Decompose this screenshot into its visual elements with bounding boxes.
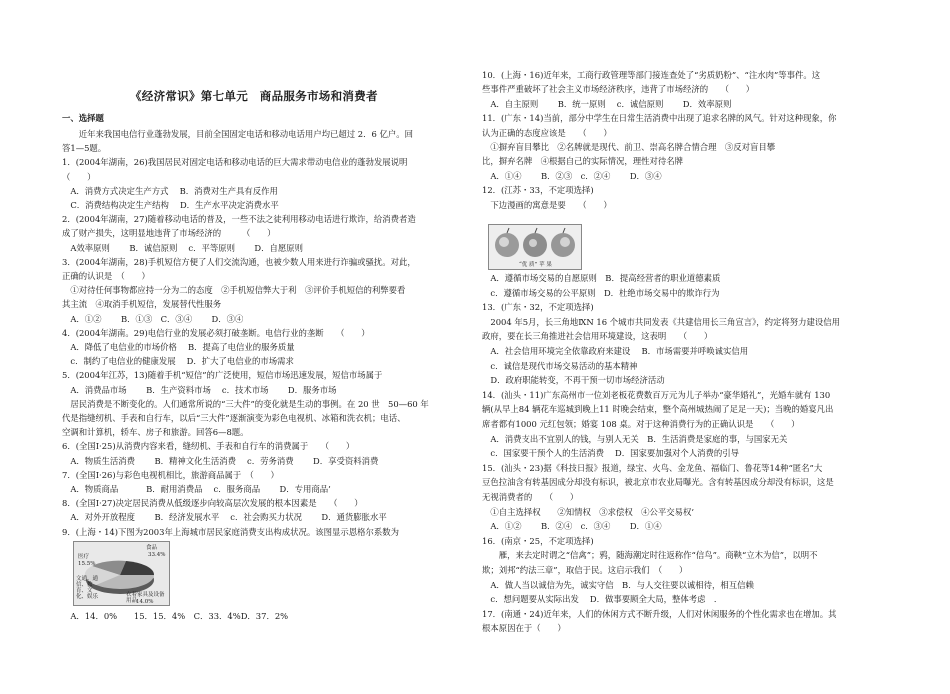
text-line: 10．(上海・16)近年来，工商行政管理等部门接连查处了“劣质奶粉”、“注水肉”等事件。这	[482, 70, 821, 80]
text-line: A．物质商品 B．耐用消费品 c．服务商品 D．专用商品’	[62, 484, 331, 494]
document-title: 《经济常识》第七单元 商品服务市场和消费者	[130, 89, 378, 103]
text-line: 成了财产损失，这明显地违背了市场经济的 （ ）	[62, 228, 276, 239]
text-line: c．制约了电信业的健康发展 D．扩大了电信业的市场需求	[62, 356, 294, 367]
text-line: 根本原因在于（ ）	[482, 623, 566, 634]
text-line: A．遵循市场交易的自愿原则 B．提高经营者的职业道德素质	[482, 273, 721, 283]
text-line: 欺；刘邦“约法三章”，取信于民。这启示我们 （ ）	[482, 565, 688, 575]
fig-label-medical: 医疗	[78, 554, 90, 560]
section-heading: 一、选择题	[62, 113, 104, 123]
fig-label-clothing: 衣着家具及设备用品	[126, 592, 165, 604]
text-line: A．①④ B．②③ c．②④ D．③④	[482, 170, 662, 181]
text-line: A．①② B．①③ C．③④ D．③④	[62, 313, 244, 324]
text-line: C．消费结构决定生产结构 D．生产水平决定消费水平	[62, 200, 279, 210]
text-line: 16．(南京・25，不定项选择)	[482, 535, 594, 546]
text-line: 认为正确的态度应该是 （ ）	[482, 127, 612, 138]
text-line: 5．(2004年江苏，13)随着手机“短信”的广泛使用，短信市场迅速发展，短信市场属于	[62, 370, 383, 381]
text-line: c．国家要干预个人的生活消费 D．国家要加强对个人消费的引导	[482, 448, 739, 459]
text-line: 1．(2004年湖南，26)我国居民对固定电话和移动电话的巨大需求带动电信业的蓬勃发展说明	[62, 157, 408, 168]
text-line: 2004 年5月，长三角地ⅨN 16 个城市共同发表《共建信用长三角宣言》，约定将努力建设信用	[482, 316, 840, 327]
text-line: A．消费方式决定生产方式 B．消费对生产具有反作用	[62, 185, 278, 196]
text-line: 2．(2004年湖南，27)随着移动电话的普及，一些不法之徒利用移动电话进行欺诈，给消费者造	[62, 214, 416, 225]
text-line: 政府，要在长三角推进社会信用环境建设，这表明 （ ）	[482, 331, 713, 342]
text-line: 13．(广东・32，不定项选择)	[482, 302, 594, 313]
text-line: ①对待任何事物都应持一分为二的态度 ②手机短信弊大于利 ③评价手机短信的利弊要看	[62, 285, 406, 296]
text-line: 3．(2004年湖南，28)手机短信方便了人们交流沟通，也被少数人用来进行诈骗或骚扰。对此，	[62, 256, 416, 267]
text-line: 雁，来去定时谓之“信禽”；鸦，随海潮定时往返称作“信鸟”。商鞅“立木为信”，以明不	[482, 550, 818, 561]
text-line: 空调和计算机，轿车、房子和旅游。回答6—8题。	[62, 427, 249, 438]
apple-cartoon-image	[488, 224, 582, 270]
text-line: A．消费品市场 B．生产资料市场 c．技术市场 D．服务市场	[62, 384, 337, 395]
text-line: 居民消费是不断变化的。人们通常所说的“三大件”的变化就是生动的事例。在 20 世 50—60 年	[62, 398, 429, 409]
text-line: A效率原则 B．诚信原则 c．平等原则 D．自愿原则	[62, 242, 303, 253]
fig-value-15: 15.5%	[78, 561, 96, 567]
fig-label-food: 食品	[146, 545, 158, 551]
text-line: c．想问题要从实际出发 D．做事要顾全大局，整体考虑 ．	[482, 594, 723, 605]
text-line: 正确的认识是 （ ）	[62, 271, 150, 281]
text-line: 9．(上海・14)下图为2003年上海城市居民家庭消费支出构成状况。该图显示恩格尔系数为	[62, 526, 399, 537]
text-line: D．政府职能转变，不再干预一切市场经济活动	[482, 375, 665, 386]
question9-options: A．14．0% 15．15．4% C．33．4%D．37．2%	[62, 611, 289, 621]
consumption-pie-chart-image	[73, 541, 170, 606]
cartoon-caption: “优 质” 苹 果	[519, 262, 552, 268]
text-line: 些事件严重破坏了社会主义市场经济秩序，违背了市场经济的 （ ）	[482, 84, 755, 95]
text-line: 7．(全国Ⅰ·26)与彩色电视机相比，旅游商品属于 （ ）	[62, 469, 279, 480]
text-line: ①摒弃盲目攀比 ②名牌就是现代、前卫、崇高名牌合情合理 ③反对盲目攀	[482, 142, 776, 152]
text-line: 辆(从早上84 辆花车巡城到晚上11 时晚会结束，整个高州城热闹了足足一天)；当晚的婚宴凡出	[482, 404, 834, 415]
text-line: c．遵循市场交易的公平原则 D．杜绝市场交易中的欺诈行为	[482, 287, 720, 298]
text-line: 比，摒弃名牌 ④根据自己的实际情况，理性对待名牌	[482, 156, 683, 167]
text-line: 近年来我国电信行业蓬勃发展，目前全国固定电话和移动电话用户均已超过 2．6 亿户。回	[62, 129, 413, 139]
text-line: ①自主选择权 ②知情权 ③求偿权 ④公平交易权’	[482, 506, 695, 517]
text-line: A．自主原则 B．统一原则 c．诚信原则 D．效率原则	[482, 98, 732, 109]
text-line: A．①② B．②④ c．③④ D．①④	[482, 521, 662, 532]
text-line: A．物质生活消费 B．精神文化生活消费 c．劳务消费 D．享受资料消费	[62, 455, 379, 466]
text-line: 15．(汕头・23)据《科技日报》报道，绿宝、火鸟、金龙鱼、福临门、鲁花等14种“匿名”大	[482, 462, 823, 473]
text-line: A．社会信用环境完全依靠政府来建设 B．市场需要并呼唤诚实信用	[482, 346, 749, 356]
text-line: 11．(广东・14)当前，部分中学生在日常生活消费中出现了追求名牌的风气。针对这种现象，你	[482, 113, 837, 124]
text-line: 17．(南通・24)近年来，人们的休闲方式不断升级，人们对休闲服务的个性化需求也在增加。其	[482, 608, 837, 619]
text-line: 下边漫画的寓意是要 （ ）	[482, 199, 612, 210]
text-line: 6．(全国Ⅰ·25)从消费内容来看，缝纫机、手表和自行车的消费属于 （ ）	[62, 441, 355, 452]
fig-value-14: 14.0%	[136, 599, 154, 605]
text-line: 12．(江苏・33，不定项选择)	[482, 185, 594, 196]
text-line: c．诚信是现代市场交易活动的基本精神	[482, 360, 638, 371]
text-line: 答1—5题。	[62, 143, 107, 154]
text-line: 无视消费者的 （ ）	[482, 492, 579, 502]
text-line: 豆色拉油含有转基因成分却没有标识，被北京市农业局曝光。含有转基因成分却没有标识，这是	[482, 477, 834, 488]
fig-label-education: 文通、通信、教育、文化、娱乐	[76, 576, 99, 600]
text-line: A．降低了电信业的市场价格 B．提高了电信业的服务质量	[62, 342, 295, 352]
text-line: 4．(2004年湖南。29)电信行业的发展必须打破垄断。电信行业的垄断 （ ）	[62, 327, 370, 338]
text-line: 8．(全国Ⅰ·27)决定居民消费从低级逐步向较高层次发展的根本因素是 （ ）	[62, 498, 363, 509]
text-line: A．消费支出不宜别人的钱，与别人无关 B．生活消费是家庭的事，与国家无关	[482, 433, 788, 444]
text-line: 14．(汕头・11)广东高州市一位刘老板花费数百万元为儿子举办“豪华婚礼”，光婚车就有 130	[482, 389, 831, 400]
fig-value-33: 33.4%	[148, 552, 166, 558]
text-line: 其主流 ④取消手机短信，发展替代性服务	[62, 299, 222, 310]
text-line: （ ）	[62, 171, 96, 182]
text-line: 席者都有1000 元红包领；婚宴 108 桌。对于这种消费行为的正确认识是 （ ）	[482, 419, 800, 429]
text-line: A．对外开放程度 B．经济发展水平 c．社会购买力状况 D．通货膨胀水平	[62, 512, 387, 523]
text-line: A．做人当以诚信为先，诚实守信 B．与人交往要以诚相待，相互信赖	[482, 579, 754, 590]
text-line: 代是指缝纫机、手表和自行车，以后“三大件”逐渐演变为彩色电视机、冰箱和洗衣机；电话、	[62, 413, 406, 423]
